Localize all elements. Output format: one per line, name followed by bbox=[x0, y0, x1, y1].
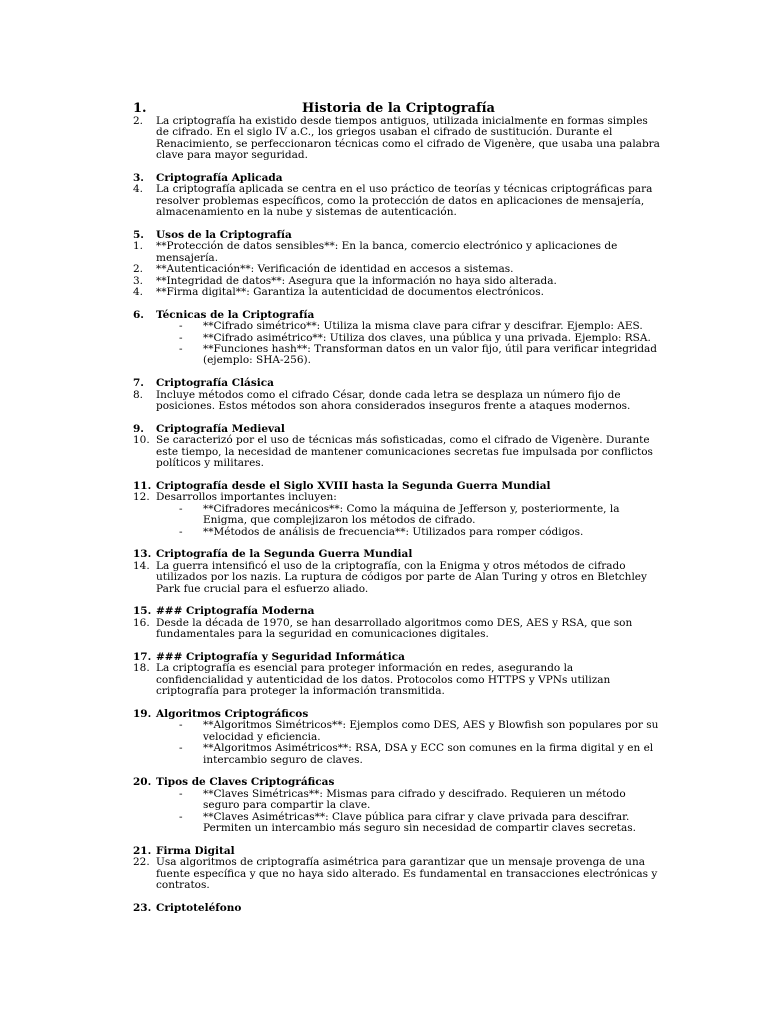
list-item-text: Desde la década de 1970, se han desarrollado algoritmos como DES, AES y RSA, que son fundamentales para la seguridad en comunicaciones digitales. bbox=[156, 616, 633, 641]
list-item-text: **Autenticación**: Verificación de identidad en accesos a sistemas. bbox=[156, 263, 514, 276]
bullet-text: **Métodos de análisis de frecuencia**: Utilizados para romper códigos. bbox=[203, 525, 584, 538]
section-heading-text: Tipos de Claves Criptográficas bbox=[156, 776, 335, 789]
list-item-number: 16. bbox=[133, 616, 150, 629]
section-block bbox=[0, 903, 768, 914]
list-item-text: **Protección de datos sensibles**: En la banca, comercio electrónico y aplicaciones de mensajería. bbox=[156, 240, 618, 264]
section-heading-number: 3. bbox=[133, 172, 144, 185]
bullet-text: **Cifrado asimétrico**: Utiliza dos claves, una pública y una privada. Ejemplo: RSA. bbox=[203, 331, 651, 344]
section-heading-text: Firma Digital bbox=[156, 844, 235, 857]
list-item bbox=[0, 287, 661, 298]
list-item bbox=[0, 184, 661, 218]
section-block bbox=[0, 606, 768, 640]
section-heading-text: Criptografía Clásica bbox=[156, 377, 274, 390]
list-item-text: La criptografía aplicada se centra en el uso práctico de teorías y técnicas criptográficas para resolver problemas específicos, como la protección de datos en aplicaciones de mensajería, almacenamiento en la nube y sistemas de autenticación. bbox=[156, 183, 653, 219]
intro-paragraph bbox=[0, 116, 661, 162]
bullet-item bbox=[0, 789, 661, 812]
section-heading-number: 9. bbox=[133, 422, 144, 435]
section-block bbox=[0, 173, 768, 219]
list-item-number: 12. bbox=[133, 491, 150, 504]
section-block bbox=[0, 378, 768, 412]
list-item bbox=[0, 390, 661, 413]
title-block bbox=[0, 101, 768, 162]
list-item-number: 4. bbox=[133, 286, 144, 299]
section-block bbox=[0, 230, 768, 298]
list-item-number: 18. bbox=[133, 662, 150, 675]
section-heading-number: 13. bbox=[133, 548, 152, 561]
bullet-item bbox=[0, 720, 661, 743]
bullet-dash: - bbox=[179, 810, 183, 823]
section-heading-text: ### Criptografía y Seguridad Informática bbox=[156, 650, 405, 663]
bullet-text: **Cifrado simétrico**: Utiliza la misma clave para cifrar y descifrar. Ejemplo: AES. bbox=[203, 320, 643, 333]
section-heading-number: 21. bbox=[133, 844, 152, 857]
intro-text: La criptografía ha existido desde tiempos antiguos, utilizada inicialmente en formas simples de cifrado. En el siglo IV a.C., los griegos usaban el cifrado de sustitución. Durante el Renacimiento, se perfeccionaron técnicas como el cifrado de Vigenère, que usaba una palabra clave para mayor seguridad. bbox=[156, 115, 660, 162]
section-heading-text: Usos de la Criptografía bbox=[156, 229, 292, 242]
section-heading-number: 15. bbox=[133, 605, 152, 618]
bullet-text: **Cifradores mecánicos**: Como la máquina de Jefferson y, posteriormente, la Enigma, que complejizaron los métodos de cifrado. bbox=[203, 502, 620, 527]
section-heading-text: Criptografía desde el Siglo XVIII hasta la Segunda Guerra Mundial bbox=[156, 479, 551, 492]
section-block bbox=[0, 424, 768, 470]
list-item bbox=[0, 435, 661, 469]
list-item-number: 22. bbox=[133, 856, 150, 869]
bullet-text: **Funciones hash**: Transforman datos en un valor fijo, útil para verificar integridad (ejemplo: SHA-256). bbox=[203, 343, 658, 367]
bullet-dash: - bbox=[179, 320, 183, 333]
bullet-dash: - bbox=[179, 343, 183, 356]
list-item-number: 1. bbox=[133, 240, 144, 253]
bullet-item bbox=[0, 344, 661, 367]
document-page bbox=[0, 101, 768, 926]
list-item-text: La guerra intensificó el uso de la criptografía, con la Enigma y otros métodos de cifrado utilizados por los nazis. La ruptura de códigos por parte de Alan Turing y otros en Bletchley Park fue crucial para el esfuerzo aliado. bbox=[156, 559, 647, 595]
section-block bbox=[0, 846, 768, 892]
list-item-number: 14. bbox=[133, 559, 150, 572]
list-item-number: 8. bbox=[133, 388, 144, 401]
section-heading-number: 17. bbox=[133, 650, 152, 663]
bullet-dash: - bbox=[179, 331, 183, 344]
bullet-item bbox=[0, 527, 661, 538]
list-item-number: 2. bbox=[133, 263, 144, 276]
list-item-number: 10. bbox=[133, 434, 150, 447]
section-block bbox=[0, 777, 768, 834]
list-item-text: La criptografía es esencial para proteger información en redes, asegurando la confidencialidad y autenticidad de los datos. Protocolos como HTTPS y VPNs utilizan criptografía para proteger la información transmitida. bbox=[156, 662, 611, 698]
section-block bbox=[0, 652, 768, 698]
document-title-row bbox=[0, 101, 661, 116]
bullet-dash: - bbox=[179, 742, 183, 755]
bullet-dash: - bbox=[179, 787, 183, 800]
list-item-text: **Integridad de datos**: Asegura que la información no haya sido alterada. bbox=[156, 274, 557, 287]
section-heading-number: 11. bbox=[133, 479, 152, 492]
section-heading-text: Criptografía Medieval bbox=[156, 422, 285, 435]
list-item-text: Se caracterizó por el uso de técnicas más sofisticadas, como el cifrado de Vigenère. Durante este tiempo, la necesidad de mantener comunicaciones secretas fue impulsada por conflictos políticos y militares. bbox=[156, 434, 653, 470]
section-heading bbox=[0, 903, 661, 914]
section-heading-number: 7. bbox=[133, 377, 144, 390]
section-block bbox=[0, 481, 768, 538]
section-heading-number: 23. bbox=[133, 901, 152, 914]
list-item bbox=[0, 241, 661, 264]
list-item-text: **Firma digital**: Garantiza la autenticidad de documentos electrónicos. bbox=[156, 286, 544, 299]
section-heading-text: Criptografía Aplicada bbox=[156, 172, 283, 185]
section-heading-number: 5. bbox=[133, 229, 144, 242]
section-heading-number: 6. bbox=[133, 308, 144, 321]
bullet-text: **Algoritmos Asimétricos**: RSA, DSA y ECC son comunes en la firma digital y en el intercambio seguro de claves. bbox=[203, 742, 654, 766]
list-item bbox=[0, 561, 661, 595]
section-block bbox=[0, 549, 768, 595]
intro-number: 2. bbox=[133, 115, 144, 127]
list-item-text: Desarrollos importantes incluyen: bbox=[156, 491, 337, 504]
section-heading-text: ### Criptografía Moderna bbox=[156, 605, 315, 618]
section-block bbox=[0, 310, 768, 367]
bullet-text: **Claves Simétricas**: Mismas para cifrado y descifrado. Requieren un método seguro para compartir la clave. bbox=[203, 787, 626, 812]
title-number: 1. bbox=[133, 101, 147, 116]
sections-container bbox=[0, 173, 768, 914]
list-item-text: Incluye métodos como el cifrado César, donde cada letra se desplaza un número fijo de posiciones. Estos métodos son ahora considerados inseguros frente a ataques modernos. bbox=[156, 388, 631, 413]
list-item-number: 4. bbox=[133, 183, 144, 196]
section-heading-number: 19. bbox=[133, 707, 152, 720]
document-title: Historia de la Criptografía bbox=[302, 101, 495, 116]
bullet-text: **Algoritmos Simétricos**: Ejemplos como DES, AES y Blowfish son populares por su velocidad y eficiencia. bbox=[203, 719, 659, 743]
bullet-item bbox=[0, 743, 661, 766]
list-item bbox=[0, 618, 661, 641]
section-heading-text: Criptoteléfono bbox=[156, 901, 242, 914]
bullet-text: **Claves Asimétricas**: Clave pública para cifrar y clave privada para descifrar. Permiten un intercambio más seguro sin necesidad de compartir claves secretas. bbox=[203, 810, 637, 835]
list-item-number: 3. bbox=[133, 274, 144, 287]
bullet-dash: - bbox=[179, 502, 183, 515]
bullet-dash: - bbox=[179, 525, 183, 538]
section-heading-number: 20. bbox=[133, 776, 152, 789]
section-heading-text: Algoritmos Criptográficos bbox=[156, 707, 309, 720]
list-item bbox=[0, 857, 661, 891]
bullet-dash: - bbox=[179, 719, 183, 732]
section-heading-text: Técnicas de la Criptografía bbox=[156, 308, 315, 321]
section-block bbox=[0, 709, 768, 766]
list-item bbox=[0, 663, 661, 697]
list-item-text: Usa algoritmos de criptografía asimétrica para garantizar que un mensaje provenga de una fuente específica y que no haya sido alterado. Es fundamental en transacciones electrónicas y contratos. bbox=[156, 856, 658, 892]
bullet-item bbox=[0, 812, 661, 835]
bullet-item bbox=[0, 504, 661, 527]
section-heading-text: Criptografía de la Segunda Guerra Mundial bbox=[156, 548, 413, 561]
